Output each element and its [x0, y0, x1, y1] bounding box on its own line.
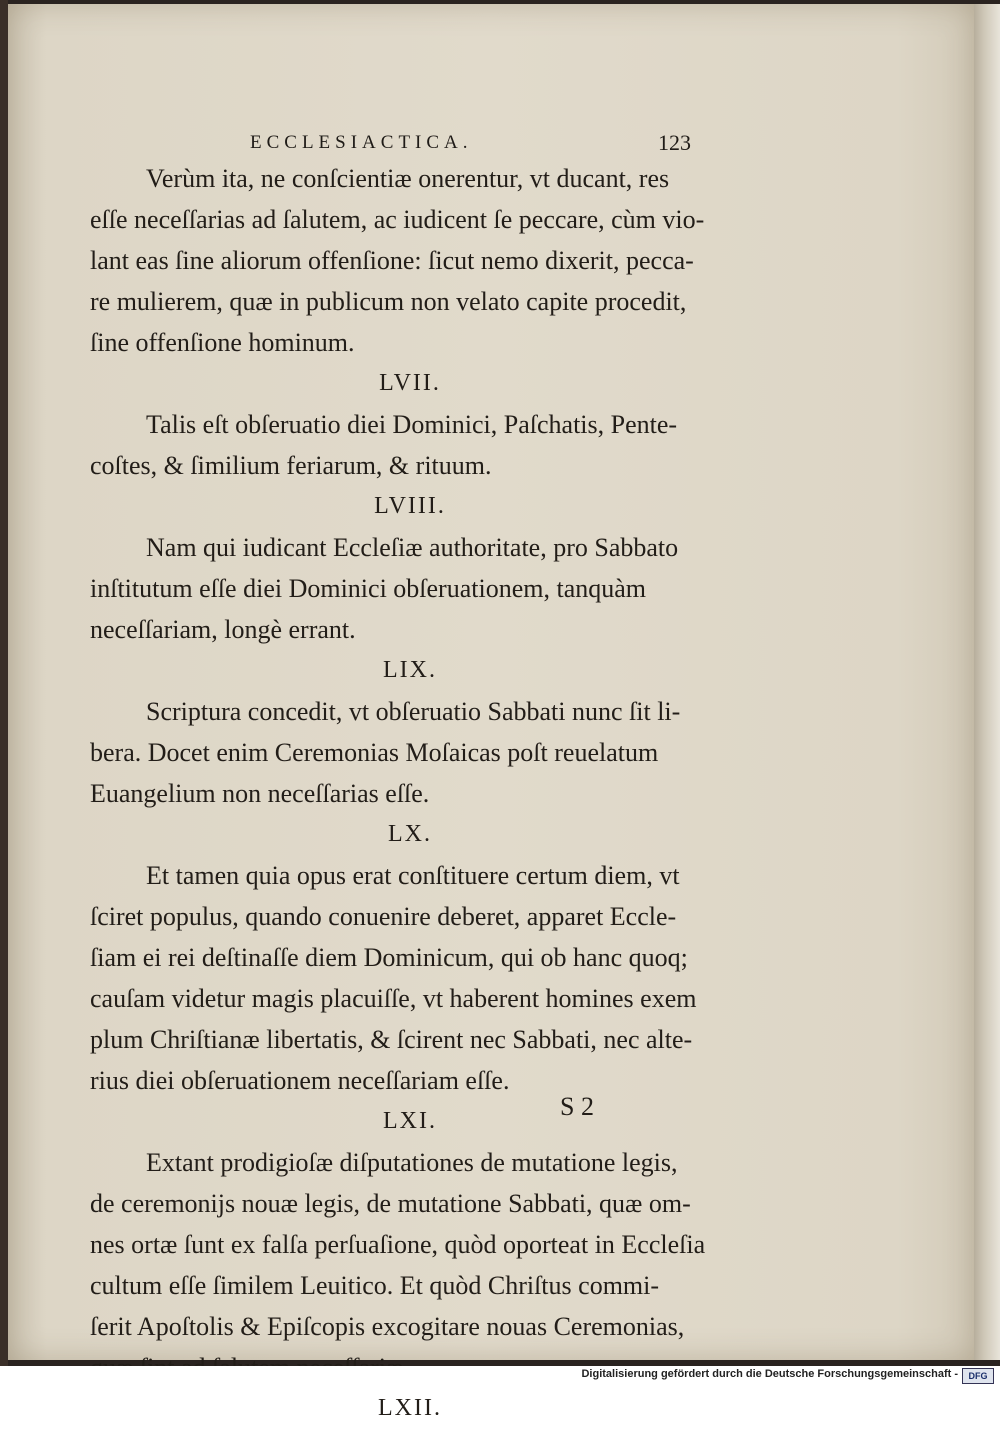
- text-line: cauſam videtur magis placuiſſe, vt haberent homines exem: [90, 984, 697, 1013]
- text-block: [90, 158, 730, 1429]
- signature-mark: S 2: [560, 1092, 594, 1121]
- section-number-heading: LXII.: [378, 1395, 442, 1421]
- text-line: re mulierem, quæ in publicum non velato capite procedit,: [90, 287, 687, 316]
- text-line: nes ortæ ſunt ex falſa perſuaſione, quòd oporteat in Eccleſia: [90, 1230, 706, 1259]
- text-line: Scriptura concedit, vt obſeruatio Sabbati nunc ſit li-: [146, 697, 681, 726]
- text-line: Talis eſt obſeruatio diei Dominici, Paſchatis, Pente-: [146, 410, 678, 439]
- text-line: cultum eſſe ſimilem Leuitico. Et quòd Chriſtus commi-: [90, 1271, 660, 1300]
- running-head: ECCLESIACTICA.: [250, 132, 473, 153]
- text-line: coſtes, & ſimilium feriarum, & rituum.: [90, 451, 492, 480]
- text-line: ſerit Apoſtolis & Epiſcopis excogitare nouas Ceremonias,: [90, 1312, 685, 1341]
- text-line: Nam qui iudicant Eccleſiæ authoritate, pro Sabbato: [146, 533, 679, 562]
- section-number-heading: LVII.: [379, 370, 441, 396]
- text-line: inſtitutum eſſe diei Dominici obſeruationem, tanquàm: [90, 574, 646, 603]
- text-line: plum Chriſtianæ libertatis, & ſcirent nec Sabbati, nec alte-: [90, 1025, 693, 1054]
- text-line: Euangelium non neceſſarias eſſe.: [90, 779, 430, 808]
- text-line: rius diei obſeruationem neceſſariam eſſe.: [90, 1066, 510, 1095]
- text-line: lant eas ſine aliorum offenſione: ſicut nemo dixerit, pecca-: [90, 246, 694, 275]
- dfg-logo: DFG: [962, 1368, 994, 1384]
- section-number-heading: LIX.: [383, 657, 437, 683]
- text-line: eſſe neceſſarias ad ſalutem, ac iudicent ſe peccare, cùm vio-: [90, 205, 705, 234]
- footer-bar: [0, 1366, 1000, 1385]
- text-line: bera. Docet enim Ceremonias Moſaicas poſt reuelatum: [90, 738, 659, 767]
- section-number-heading: LX.: [388, 821, 432, 847]
- section-number-heading: LXI.: [383, 1108, 437, 1134]
- section-number-heading: LVIII.: [374, 493, 446, 519]
- text-line: ſine offenſione hominum.: [90, 328, 355, 357]
- book-spine-edge: [0, 0, 8, 1366]
- page-number: 123: [658, 130, 691, 155]
- text-line: ſiam ei rei deſtinaſſe diem Dominicum, qui ob hanc quoq;: [90, 943, 688, 972]
- text-line: Extant prodigioſæ diſputationes de mutatione legis,: [146, 1148, 678, 1177]
- text-line: Verùm ita, ne conſcientiæ onerentur, vt ducant, res: [146, 164, 670, 193]
- text-line: de ceremonijs nouæ legis, de mutatione Sabbati, quæ om-: [90, 1189, 691, 1218]
- text-line: ſciret populus, quando conuenire deberet, apparet Eccle-: [90, 902, 677, 931]
- text-line: Et tamen quia opus erat conſtituere certum diem, vt: [146, 861, 680, 890]
- funding-credit: Digitalisierung gefördert durch die Deutsche Forschungsgemeinschaft -: [581, 1368, 958, 1380]
- text-line: neceſſariam, longè errant.: [90, 615, 356, 644]
- page-fore-edge: [974, 4, 1000, 1360]
